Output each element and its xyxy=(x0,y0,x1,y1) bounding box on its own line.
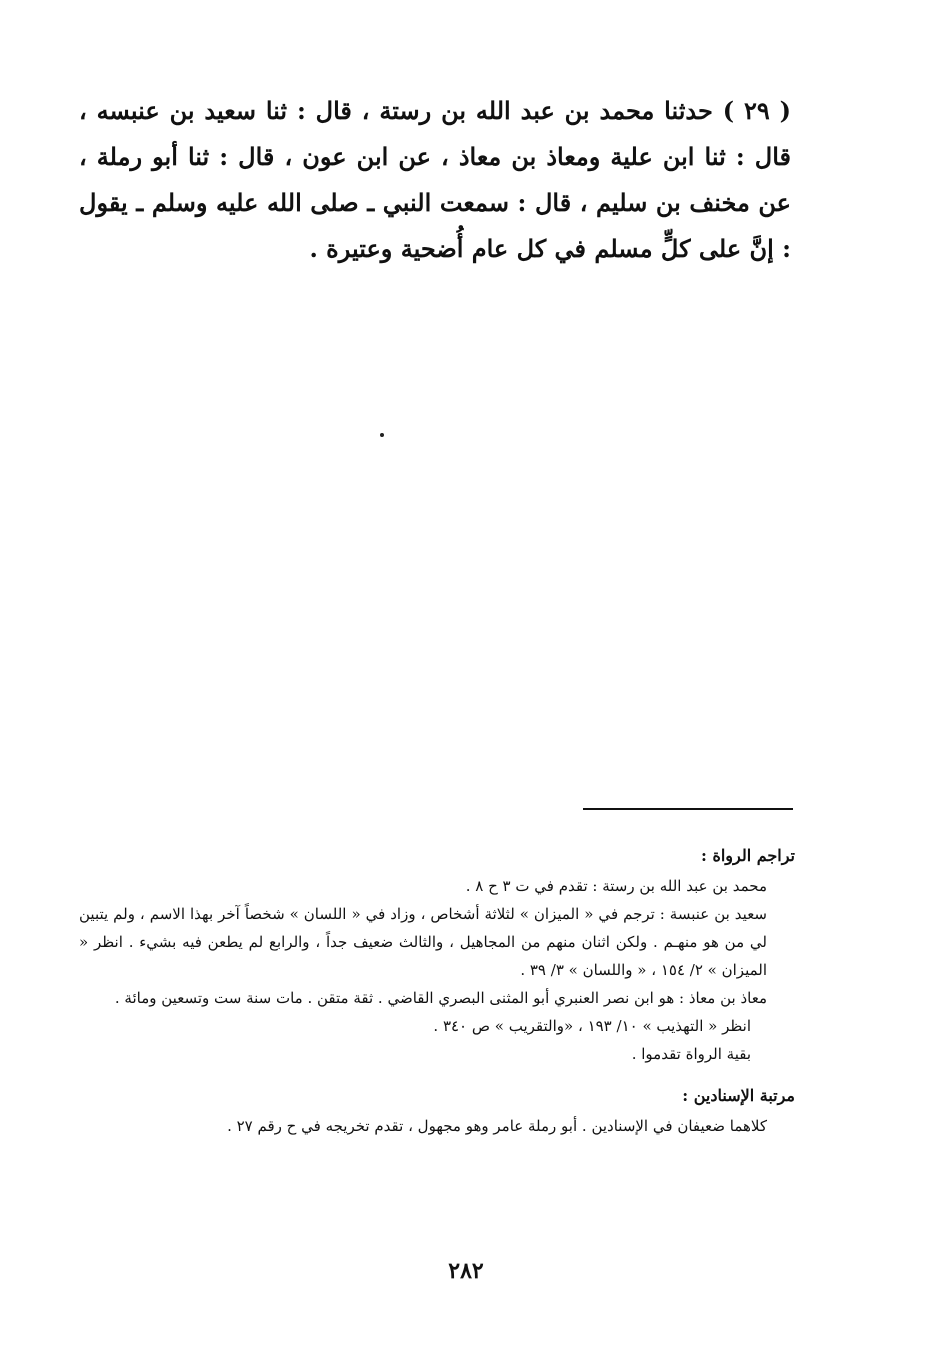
stray-ink-dot xyxy=(380,433,384,437)
page-number: ٢٨٢ xyxy=(448,1258,484,1284)
narrator-reference: انظر « التهذيب » ١٠/ ١٩٣ ، «والتقريب » ص ٣٤٠ . xyxy=(433,1017,751,1035)
narrator-entry: محمد بن عبد الله بن رستة : تقدم في ت ٣ ح ٨ . xyxy=(465,877,767,895)
section-gap xyxy=(79,1068,795,1082)
footnote-separator xyxy=(583,808,793,810)
narrator-entry: سعيد بن عنبسة : ترجم في « الميزان » لثلاثة أشخاص ، وزاد في « اللسان » شخصاً آخر بهذا الاسم ، ولم يتبين لي من هو منهـم . ولكن اثنان منهم من المجاهيل ، والثالث ضعيف جداً ، والرابع لم يطعن فيه بشيء . انظر « الميزان » ٢/ ١٥٤ ، « واللسان » ٣/ ٣٩ . xyxy=(79,905,767,979)
chains-heading: مرتبة الإسنادين : xyxy=(682,1086,795,1105)
remaining-narrators-note: بقية الرواة تقدموا . xyxy=(631,1045,751,1063)
narrators-heading: تراجم الرواة : xyxy=(700,846,795,865)
narrator-entry: معاذ بن معاذ : هو ابن نصر العنبري أبو المثنى البصري القاضي . ثقة متقن . مات سنة ست وتسعين ومائة . xyxy=(114,989,767,1007)
footnotes-section xyxy=(79,842,795,1140)
hadith-paragraph: ( ٢٩ ) حدثنا محمد بن عبد الله بن رستة ، قال : ثنا سعيد بن عنبسه ، قال : ثنا ابن علية ومعاذ بن معاذ ، عن ابن عون ، قال : ثنا أبو رملة ، عن مخنف بن سليم ، قال : سمعت النبي ـ صلى الله عليه وسلم ـ يقول : إنَّ على كلٍّ مسلم في كل عام أُضحية وعتيرة . xyxy=(79,96,792,263)
chains-assessment: كلاهما ضعيفان في الإسنادين . أبو رملة عامر وهو مجهول ، تقدم تخريجه في ح رقم ٢٧ . xyxy=(227,1117,767,1135)
